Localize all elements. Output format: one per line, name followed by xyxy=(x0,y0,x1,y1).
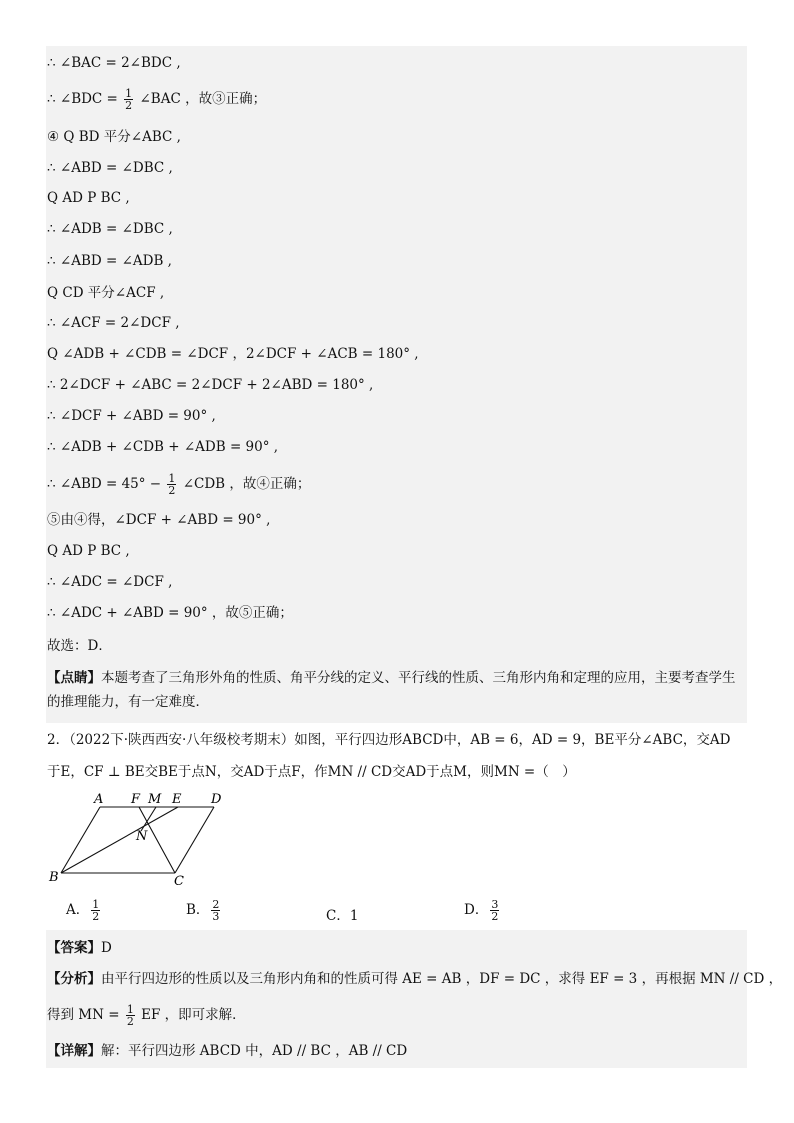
proof-line-12: ∴ ∠DCF + ∠ABD = 90° , xyxy=(47,408,216,424)
proof-line-8: Q CD 平分∠ACF , xyxy=(47,285,165,301)
proof-line-9: ∴ ∠ACF = 2∠DCF , xyxy=(47,315,180,331)
label-D: D xyxy=(211,792,222,807)
label-N: N xyxy=(136,829,148,844)
proof-line-3: ④ Q BD 平分∠ABC , xyxy=(47,129,181,145)
label-E: E xyxy=(172,792,182,807)
segment-mn xyxy=(141,807,156,831)
proof-line-7: ∴ ∠ABD = ∠ADB , xyxy=(47,253,172,269)
dianjing-paragraph: 【点睛】本题考查了三角形外角的性质、角平分线的定义、平行线的性质、三角形内角和定理的应用，主要考查学生的推理能力，有一定难度． xyxy=(47,670,736,710)
analysis-line2: 得到 MN = $\frac{1}{2}$ EF ，即可求解． xyxy=(47,1003,246,1028)
parallelogram-figure xyxy=(44,788,234,890)
choice-b[interactable]: B． $\frac{2}{3}$ xyxy=(186,898,220,923)
detail-line: 【详解】解：平行四边形 ABCD 中，AD // BC ，AB // CD xyxy=(47,1043,408,1059)
proof-line-4: ∴ ∠ABD = ∠DBC , xyxy=(47,160,173,176)
choice-d[interactable]: D． $\frac{3}{2}$ xyxy=(464,898,499,923)
fraction-half: $\frac{1}{2}$ xyxy=(125,87,133,112)
question2-line1: 2．（2022下·陕西西安·八年级校考期末）如图，平行四边形ABCD中，AB = 6，AD = 9，BE平分∠ABC，交AD xyxy=(47,732,731,748)
proof-line-5: Q AD P BC , xyxy=(47,190,130,206)
segment-be xyxy=(61,807,178,873)
proof-line-13: ∴ ∠ADB + ∠CDB + ∠ADB = 90° , xyxy=(47,439,279,455)
proof-conclusion: 故选：D． xyxy=(47,638,112,654)
proof-line-10: Q ∠ADB + ∠CDB = ∠DCF ，2∠DCF + ∠ACB = 180° , xyxy=(47,346,419,362)
proof-line-11: ∴ 2∠DCF + ∠ABC = 2∠DCF + 2∠ABD = 180° , xyxy=(47,377,374,393)
label-B: B xyxy=(49,870,59,885)
choice-a[interactable]: A． $\frac{1}{2}$ xyxy=(66,898,100,923)
side-cd xyxy=(175,807,214,873)
question2-line2: 于E，CF ⊥ BE交BE于点N，交AD于点F，作MN // CD交AD于点M，则MN =（ ） xyxy=(47,764,576,780)
label-F: F xyxy=(131,792,141,807)
proof-line-2: ∴ ∠BDC = $\frac{1}{2}$ ∠BAC ，故③正确； xyxy=(47,87,267,112)
proof-line-16: Q AD P BC , xyxy=(47,543,130,559)
answer-line: 【答案】D xyxy=(47,940,112,956)
choice-c[interactable]: C．1 xyxy=(326,908,359,924)
proof-line-14: ∴ ∠ABD = 45° − $\frac{1}{2}$ ∠CDB ，故④正确； xyxy=(47,472,311,497)
analysis-line1: 【分析】由平行四边形的性质以及三角形内角和的性质可得 AE = AB ，DF = DC ，求得 EF = 3 ，再根据 MN // CD ， xyxy=(47,971,783,987)
label-A: A xyxy=(94,792,104,807)
proof-line-18: ∴ ∠ADC + ∠ABD = 90° ，故⑤正确； xyxy=(47,605,293,621)
proof-line-1: ∴ ∠BAC = 2∠BDC , xyxy=(47,55,181,71)
label-M: M xyxy=(148,792,162,807)
proof-line-6: ∴ ∠ADB = ∠DBC , xyxy=(47,221,173,237)
side-ab xyxy=(61,807,100,873)
label-C: C xyxy=(174,874,184,889)
proof-line-15: ⑤由④得，∠DCF + ∠ABD = 90° , xyxy=(47,512,271,528)
fraction-half: $\frac{1}{2}$ xyxy=(168,472,176,497)
proof-line-17: ∴ ∠ADC = ∠DCF , xyxy=(47,574,173,590)
